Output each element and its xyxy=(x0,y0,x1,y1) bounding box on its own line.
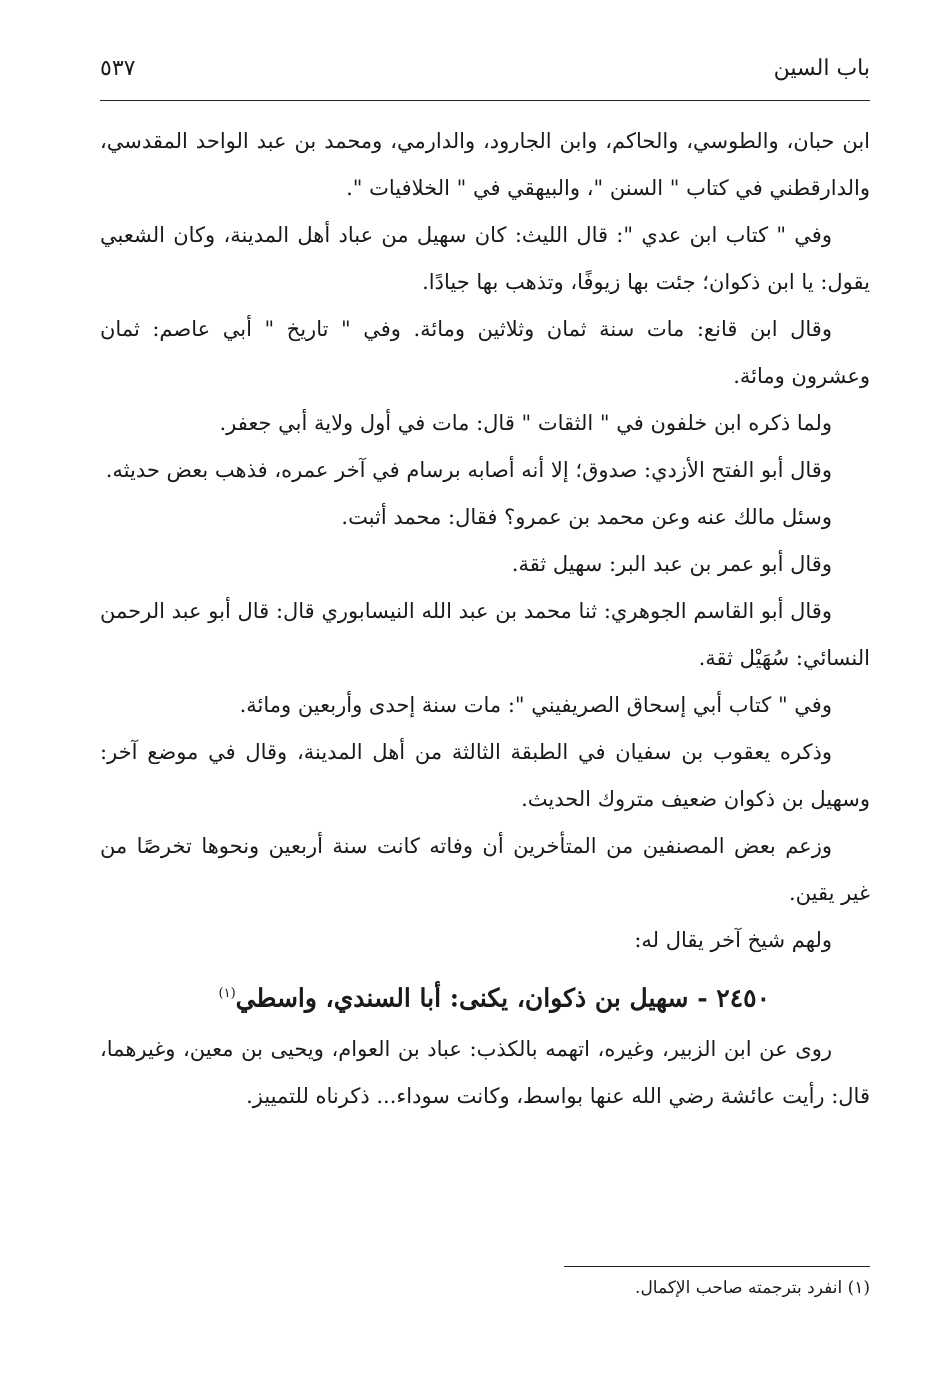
paragraph: ولهم شيخ آخر يقال له: xyxy=(634,928,832,952)
paragraph: وذكره يعقوب بن سفيان في الطبقة الثالثة من أهل المدينة، وقال في موضع آخر: وسهيل بن ذكوان ضعيف متروك الحديث. xyxy=(100,740,870,811)
paragraph: وقال أبو الفتح الأزدي: صدوق؛ إلا أنه أصابه برسام في آخر عمره، فذهب بعض حديثه. xyxy=(105,458,832,482)
entry-paragraph: روى عن ابن الزبير، وغيره، اتهمه بالكذب: عباد بن العوام، ويحيى بن معين، وغيرهما، قال: رأيت عائشة رضي الله عنها بواسط، وكانت سوداء... ذكرناه للتمييز. xyxy=(100,1037,870,1109)
paragraph: وقال ابن قانع: مات سنة ثمان وثلاثين ومائة. وفي " تاريخ " أبي عاصم: ثمان وعشرون ومائة. xyxy=(100,317,870,388)
footnote: (١) انفرد بترجمته صاحب الإكمال. xyxy=(635,1278,870,1298)
chapter-title: باب السين xyxy=(773,56,870,81)
paragraph: وفي " كتاب أبي إسحاق الصريفيني ": مات سنة إحدى وأربعين ومائة. xyxy=(239,693,832,717)
footnote-marker: (١) xyxy=(218,986,236,1001)
main-text xyxy=(100,118,870,1120)
page-header xyxy=(100,56,870,96)
entry-heading xyxy=(100,968,870,1024)
page-number: ٥٣٧ xyxy=(100,56,136,81)
paragraph: ولما ذكره ابن خلفون في " الثقات " قال: مات في أول ولاية أبي جعفر. xyxy=(219,411,832,435)
entry-heading-text: ٢٤٥٠ - سهيل بن ذكوان، يكنى: أبا السندي، واسطي xyxy=(235,983,770,1013)
footnote-divider xyxy=(564,1266,870,1267)
paragraph: ابن حبان، والطوسي، والحاكم، وابن الجارود، والدارمي، ومحمد بن عبد الواحد المقدسي، والدارقطني في كتاب " السنن "، والبيهقي في " الخلافيات ". xyxy=(100,129,870,200)
paragraph: وقال أبو عمر بن عبد البر: سهيل ثقة. xyxy=(511,552,832,576)
header-divider xyxy=(100,100,870,101)
paragraph: وقال أبو القاسم الجوهري: ثنا محمد بن عبد الله النيسابوري قال: قال أبو عبد الرحمن النسائي: سُهَيْل ثقة. xyxy=(100,599,870,670)
paragraph: وزعم بعض المصنفين من المتأخرين أن وفاته كانت سنة أربعين ونحوها تخرصًا من غير يقين. xyxy=(100,834,870,905)
paragraph: وسئل مالك عنه وعن محمد بن عمرو؟ فقال: محمد أثبت. xyxy=(341,505,832,529)
paragraph: وفي " كتاب ابن عدي ": قال الليث: كان سهيل من عباد أهل المدينة، وكان الشعبي يقول: يا ابن ذكوان؛ جئت بها زيوفًا، وتذهب بها جيادًا. xyxy=(100,223,870,294)
